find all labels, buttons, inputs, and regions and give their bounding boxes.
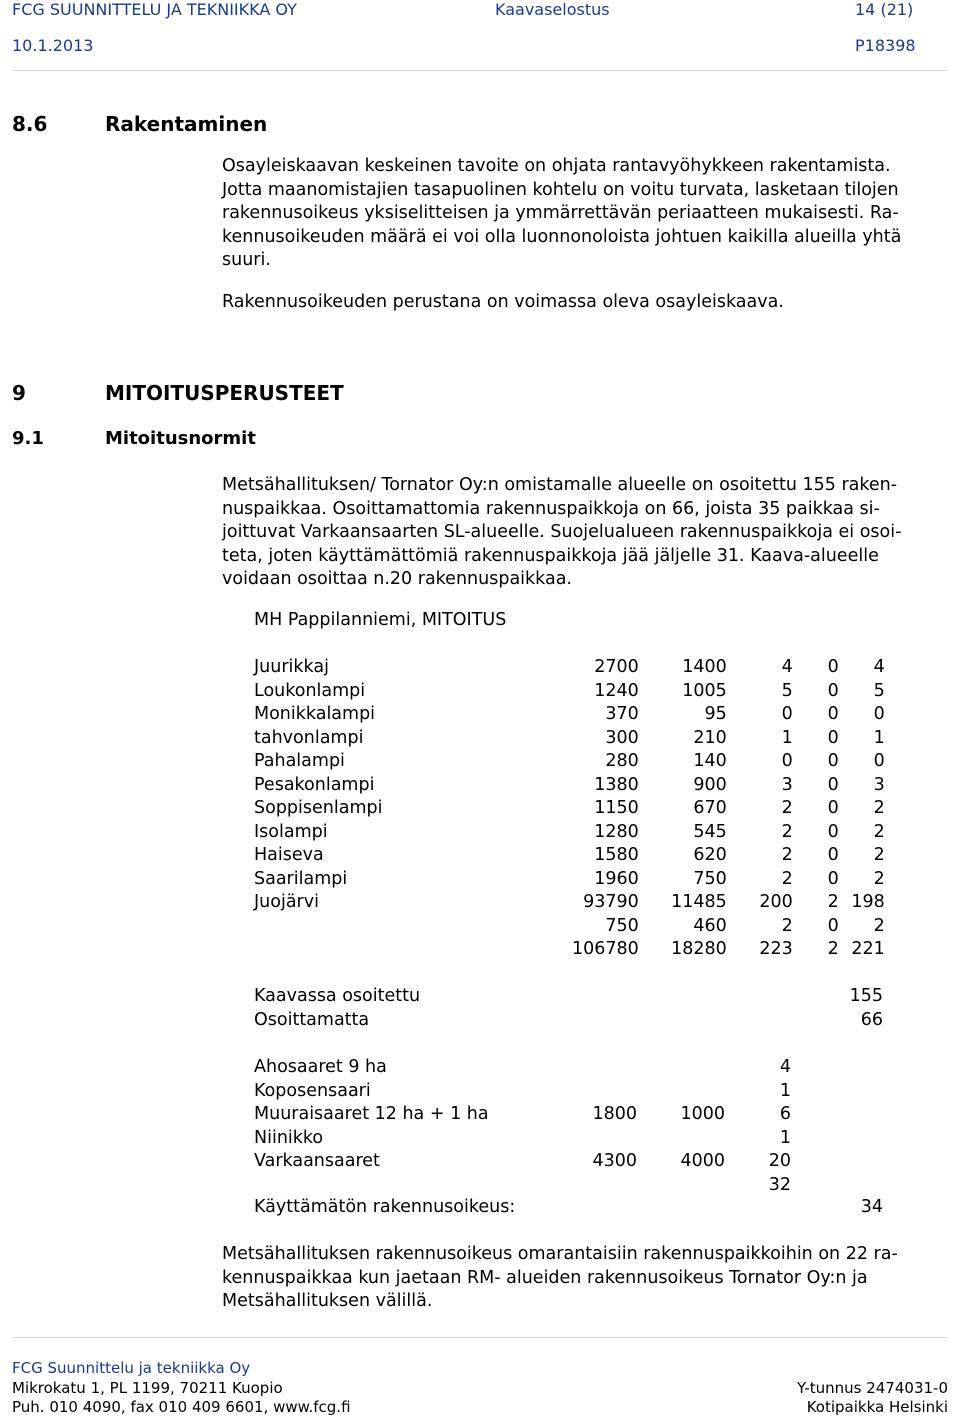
table-cell: 2700 <box>594 657 639 677</box>
table-cell: 2 <box>873 821 885 842</box>
table-cell: 4000 <box>680 1151 725 1171</box>
table-cell: 66 <box>860 1009 883 1030</box>
table-cell: 0 <box>827 845 839 865</box>
table-cell: 20 <box>768 1151 791 1171</box>
paragraph-line: kennuspaikkaa kun jaetaan RM- alueiden rakennusoikeus Tornator Oy:n ja <box>222 1267 868 1288</box>
footer-domicile: Kotipaikka Helsinki <box>806 1398 948 1416</box>
footer-address: Mikrokatu 1, PL 1199, 70211 Kuopio <box>12 1379 283 1397</box>
mitoitus-table <box>254 656 885 962</box>
table-cell: 4 <box>873 657 885 677</box>
table-row <box>254 1009 883 1033</box>
table-cell: 545 <box>693 821 727 842</box>
table-cell: 0 <box>827 727 839 748</box>
section-8-6-number: 8.6 <box>12 112 48 136</box>
section-9-title: MITOITUSPERUSTEET <box>105 381 344 405</box>
table-cell: 2 <box>827 892 839 912</box>
table-cell: 4 <box>779 1057 791 1077</box>
table-cell: Loukonlampi <box>254 680 366 701</box>
table-cell: 11485 <box>671 892 727 912</box>
table-cell: 2 <box>781 798 793 818</box>
table-row <box>254 1150 791 1174</box>
table-cell: Juojärvi <box>254 892 319 912</box>
footer-company: FCG Suunnittelu ja tekniikka Oy <box>12 1359 251 1377</box>
header-page: 14 (21) <box>855 0 914 19</box>
table-cell: Muuraisaaret 12 ha + 1 ha <box>254 1104 489 1124</box>
table-cell: 620 <box>693 845 727 865</box>
header-project: P18398 <box>855 36 916 55</box>
table-row <box>254 1174 791 1198</box>
table-cell: 2 <box>873 798 885 818</box>
table-cell: 6 <box>779 1104 791 1124</box>
paragraph-line: voidaan osoittaa n.20 rakennuspaikkaa. <box>222 569 572 589</box>
table-row <box>254 1056 791 1080</box>
table-cell: 670 <box>693 798 727 818</box>
table-cell: Monikkalampi <box>254 704 376 724</box>
paragraph-line: teta, joten käyttämättömiä rakennuspaikkoja jää jäljelle 31. Kaava-alueelle <box>222 545 879 566</box>
table-cell <box>637 1174 725 1198</box>
table-cell: 0 <box>827 774 839 795</box>
table-cell: 0 <box>827 680 839 701</box>
table-row <box>254 703 885 727</box>
table-cell: 140 <box>693 751 727 771</box>
table-cell: 0 <box>827 868 839 889</box>
table-cell: 2 <box>873 915 885 936</box>
table-cell: Käyttämätön rakennusoikeus: <box>254 1197 516 1217</box>
section-9-number: 9 <box>12 381 26 405</box>
footer-divider <box>12 1337 948 1338</box>
table-cell: 2 <box>781 821 793 842</box>
unused-rights-table <box>254 1196 883 1220</box>
table-cell: 460 <box>693 915 727 936</box>
table-cell <box>254 938 572 962</box>
section-9-1-paragraph <box>222 474 901 592</box>
section-9-1-number: 9.1 <box>12 428 44 449</box>
table-cell: 1960 <box>594 868 639 889</box>
paragraph-line: joittuvat Varkaansaarten SL-alueelle. Suojelualueen rakennuspaikkoja ei osoi- <box>222 522 902 542</box>
table-cell: 223 <box>759 939 793 959</box>
paragraph-line: Metsähallituksen välillä. <box>222 1291 433 1311</box>
section-9-1-title: Mitoitusnormit <box>105 428 256 449</box>
table-row <box>254 915 885 939</box>
table-cell: 2 <box>781 915 793 936</box>
table-cell: Saarilampi <box>254 868 348 889</box>
table-cell <box>254 915 572 939</box>
header-date: 10.1.2013 <box>12 36 94 55</box>
table-cell: 221 <box>851 939 885 959</box>
table-cell: 280 <box>605 751 639 771</box>
table-cell: 0 <box>827 751 839 771</box>
table-row <box>254 656 885 680</box>
table-cell: 750 <box>693 868 727 889</box>
table-cell: 5 <box>873 680 885 701</box>
table-cell: 198 <box>851 892 885 912</box>
table-cell: 0 <box>781 704 793 724</box>
table-cell: 0 <box>827 821 839 842</box>
table-cell: 155 <box>849 986 883 1006</box>
paragraph-line: kennusoikeuden määrä ei voi olla luonnonoloista johtuen kaikilla alueilla yhtä <box>222 226 902 247</box>
table-row <box>254 1127 791 1151</box>
table-cell: 900 <box>693 774 727 795</box>
header-doc-type: Kaavaselostus <box>495 0 610 19</box>
table-row <box>254 797 885 821</box>
table-cell: tahvonlampi <box>254 727 364 748</box>
paragraph-line: Metsähallituksen/ Tornator Oy:n omistamalle alueelle on osoitettu 155 raken- <box>222 475 898 495</box>
table-cell: 2 <box>781 845 793 865</box>
islands-table <box>254 1056 791 1197</box>
paragraph-line: Osayleiskaavan keskeinen tavoite on ohjata rantavyöhykkeen rakentamista. <box>222 156 891 176</box>
table-cell: 0 <box>873 751 885 771</box>
table-cell: 1400 <box>682 657 727 677</box>
header-divider <box>12 70 948 71</box>
table-cell: 93790 <box>583 892 639 912</box>
table-cell: Soppisenlampi <box>254 798 383 818</box>
table-cell: 0 <box>781 751 793 771</box>
table-row <box>254 891 885 915</box>
table-cell: Niinikko <box>254 1127 324 1148</box>
table-cell: Koposensaari <box>254 1080 371 1101</box>
closing-paragraph <box>222 1243 898 1314</box>
table-cell: 1580 <box>594 845 639 865</box>
table-cell <box>572 1127 637 1151</box>
table-row-total <box>254 938 885 962</box>
table-row <box>254 985 883 1009</box>
table-cell: Kaavassa osoitettu <box>254 986 421 1006</box>
table-cell: 1380 <box>594 774 639 795</box>
table-cell: 1800 <box>592 1104 637 1124</box>
table-row <box>254 868 885 892</box>
table-cell: 1 <box>779 1127 791 1148</box>
table-cell <box>637 1056 725 1080</box>
table-cell: 3 <box>781 774 793 795</box>
footer-phone: Puh. 010 4090, fax 010 409 6601, www.fcg.fi <box>12 1398 351 1416</box>
summary-table <box>254 985 883 1032</box>
table-cell: 5 <box>781 680 793 701</box>
table-cell: 0 <box>827 657 839 677</box>
table-cell: 1 <box>779 1080 791 1101</box>
table-cell: Osoittamatta <box>254 1009 370 1030</box>
table-cell: Juurikkaj <box>254 657 329 677</box>
table-cell: 0 <box>827 798 839 818</box>
table-cell <box>254 1174 572 1198</box>
section-8-6-paragraph-2: Rakennusoikeuden perustana on voimassa oleva osayleiskaava. <box>222 292 784 312</box>
table-cell: 2 <box>873 868 885 889</box>
table-row <box>254 680 885 704</box>
table-cell: 0 <box>873 704 885 724</box>
table-cell: 4 <box>781 657 793 677</box>
section-8-6-paragraph <box>222 155 901 273</box>
table-row <box>254 1080 791 1104</box>
table-cell: Varkaansaaret <box>254 1151 380 1171</box>
table-cell <box>572 1080 637 1104</box>
table-row <box>254 774 885 798</box>
table-cell: 750 <box>605 915 639 936</box>
table-cell <box>637 1080 725 1104</box>
table-cell: 1 <box>781 727 793 748</box>
table-row <box>254 727 885 751</box>
table-cell: 18280 <box>671 939 727 959</box>
table-cell: 1000 <box>680 1104 725 1124</box>
table-cell: 1150 <box>594 798 639 818</box>
header-company: FCG SUUNNITTELU JA TEKNIIKKA OY <box>12 0 297 19</box>
paragraph-line: nuspaikkaa. Osoittamattomia rakennuspaikkoja on 66, joista 35 paikkaa si- <box>222 498 880 519</box>
table-title: MH Pappilanniemi, MITOITUS <box>254 610 507 630</box>
table-cell: Pahalampi <box>254 751 345 771</box>
table-cell: Haiseva <box>254 845 324 865</box>
section-8-6-title: Rakentaminen <box>105 112 268 136</box>
table-row <box>254 1196 883 1220</box>
table-cell: 34 <box>860 1197 883 1217</box>
table-cell: 3 <box>873 774 885 795</box>
footer-business-id: Y-tunnus 2474031-0 <box>796 1379 948 1397</box>
table-cell: Pesakonlampi <box>254 774 375 795</box>
table-row <box>254 844 885 868</box>
table-cell: 32 <box>768 1174 791 1195</box>
table-cell: 1 <box>873 727 885 748</box>
table-cell: 0 <box>827 704 839 724</box>
paragraph-line: Jotta maanomistajien tasapuolinen kohtelu on voitu turvata, lasketaan tilojen <box>222 179 899 200</box>
table-cell: 2 <box>827 939 839 959</box>
table-cell: 1280 <box>594 821 639 842</box>
table-cell: 4300 <box>592 1151 637 1171</box>
paragraph-line: Metsähallituksen rakennusoikeus omarantaisiin rakennuspaikkoihin on 22 ra- <box>222 1244 898 1264</box>
table-cell: 300 <box>605 727 639 748</box>
table-row <box>254 1103 791 1127</box>
paragraph-line: rakennusoikeus yksiselitteisen ja ymmärrettävän periaatteen mukaisesti. Ra- <box>222 203 899 223</box>
table-cell <box>572 1056 637 1080</box>
table-cell: 200 <box>759 892 793 912</box>
table-cell: 2 <box>873 845 885 865</box>
table-cell: Isolampi <box>254 821 328 842</box>
table-cell: 370 <box>605 704 639 724</box>
table-cell <box>637 1127 725 1151</box>
table-cell <box>572 1174 637 1198</box>
table-cell: 210 <box>693 727 727 748</box>
table-cell: 0 <box>827 915 839 936</box>
table-cell: 95 <box>704 704 727 724</box>
table-cell: 2 <box>781 868 793 889</box>
table-cell: 1240 <box>594 680 639 701</box>
paragraph-line: suuri. <box>222 250 271 270</box>
table-cell: Ahosaaret 9 ha <box>254 1057 387 1077</box>
table-row <box>254 750 885 774</box>
table-cell: 1005 <box>682 680 727 701</box>
table-cell: 106780 <box>572 939 639 959</box>
table-row <box>254 821 885 845</box>
